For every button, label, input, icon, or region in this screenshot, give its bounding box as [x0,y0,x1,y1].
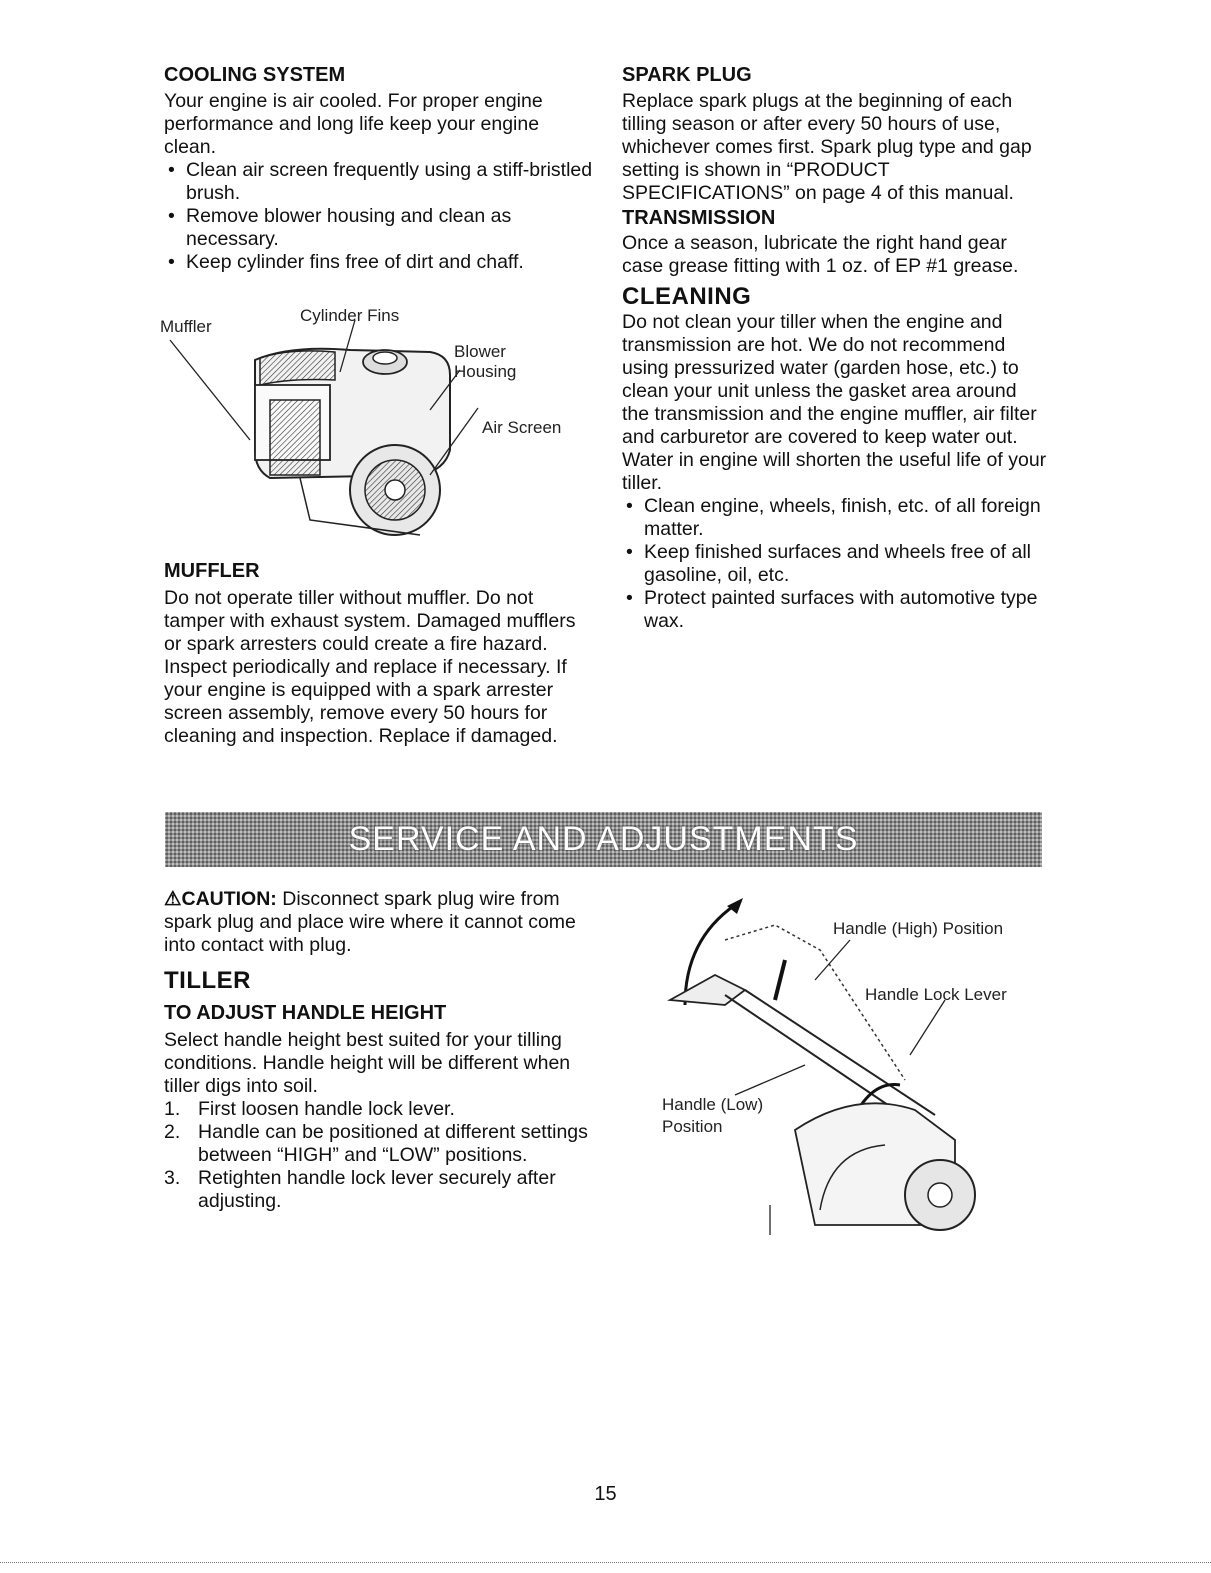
adjust-handle-heading: TO ADJUST HANDLE HEIGHT [164,1002,447,1024]
lower-left-column [164,888,594,1213]
cooling-system-text: Your engine is air cooled. For proper engine performance and long life keep your engine clean. [164,90,543,158]
section-banner [165,812,1042,867]
list-item: • Keep finished surfaces and wheels free of all gasoline, oil, etc. [622,541,1047,587]
transmission-text: Once a season, lubricate the right hand gear case grease fitting with 1 oz. of EP #1 grease. [622,232,1019,277]
list-item [164,1098,594,1121]
list-item: • Remove blower housing and clean as necessary. [164,205,594,251]
adjust-intro-text: Select handle height best suited for your tilling conditions. Handle height will be different when tiller digs into soil. [164,1029,571,1097]
bottom-divider [0,1562,1211,1563]
list-item: • Clean engine, wheels, finish, etc. of all foreign matter. [622,495,1047,541]
step-text: First loosen handle lock lever. [198,1098,455,1120]
blower-housing-label: Blower [454,342,506,361]
air-screen-label: Air Screen [482,418,562,437]
cleaning-heading: CLEANING [622,283,752,310]
step-text: Handle can be positioned at different settings between “HIGH” and “LOW” positions. [198,1121,588,1166]
cleaning-bullet-list [622,495,1047,633]
spark-plug-text: Replace spark plugs at the beginning of each tilling season or after every 50 hours of use, whichever comes first. Spark plug type and gap setting is shown in “PRODUCT SPECIFICATIONS” on page 4 of this manual. [622,90,1032,204]
muffler-label: Muffler [160,317,212,336]
list-item [164,1167,594,1213]
list-item: • Protect painted surfaces with automotive type wax. [622,587,1047,633]
muffler-text: Do not operate tiller without muffler. Do not tamper with exhaust system. Damaged mufflers or spark arresters could create a fire hazard. Inspect periodically and replace if necessary. If your engine is equipped with a spark arrester screen assembly, remove every 50 hours for cleaning and inspection. Replace if damaged. [164,587,576,747]
muffler-heading: MUFFLER [164,560,260,582]
spark-plug-heading: SPARK PLUG [622,64,752,86]
caution-text: Disconnect spark plug wire from spark plug and place wire where it cannot come into contact with plug. [164,888,576,956]
muffler-section [164,560,594,748]
cleaning-text: Do not clean your tiller when the engine and transmission are hot. We do not recommend using pressurized water (garden hose, etc.) to clean your unit unless the gasket area around the transmission and the engine muffler, air filter and carburetor are covered to keep water out. Water in engine will shorten the useful life of your tiller. [622,311,1047,494]
list-item: • Clean air screen frequently using a stiff-bristled brush. [164,159,594,205]
right-column [622,64,1047,633]
handle-lock-lever-label: Handle Lock Lever [865,985,1007,1004]
handle-high-label: Handle (High) Position [833,919,1004,938]
cooling-bullet-list [164,159,594,274]
cooling-system-heading: COOLING SYSTEM [164,64,346,86]
blower-housing-label-2: Housing [454,362,517,381]
warning-triangle-icon: ⚠ [164,888,182,910]
adjust-steps-list [164,1098,594,1213]
handle-figure [655,880,1055,1240]
caution-label: CAUTION: [181,888,277,910]
step-number: 3. [164,1167,181,1189]
cylinder-fins-label: Cylinder Fins [300,306,400,325]
engine-figure [160,300,600,550]
handle-low-label: Handle (Low) [662,1095,764,1114]
transmission-heading: TRANSMISSION [622,207,776,229]
list-item: • Keep cylinder fins free of dirt and chaff. [164,251,594,274]
step-text: Retighten handle lock lever securely after adjusting. [198,1167,556,1212]
left-column [164,64,594,274]
handle-low-label-2: Position [662,1117,723,1136]
list-item [164,1121,594,1167]
tiller-heading: TILLER [164,967,251,994]
caution-notice [164,888,594,957]
page-number: 15 [594,1483,617,1505]
step-number: 1. [164,1098,181,1120]
banner-title: SERVICE AND ADJUSTMENTS [348,820,859,858]
step-number: 2. [164,1121,181,1143]
